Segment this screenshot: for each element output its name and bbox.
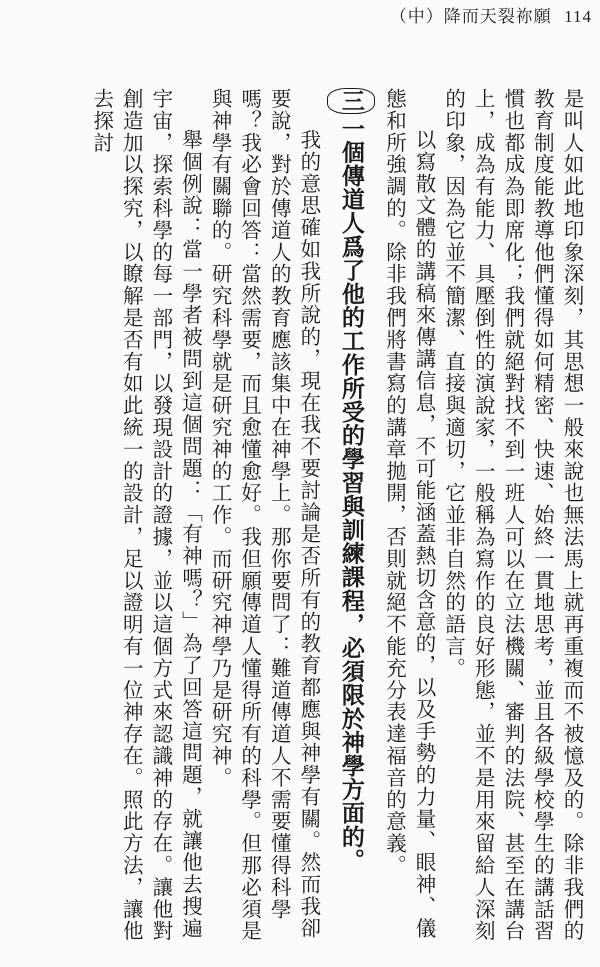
page-number: 114 — [564, 7, 592, 26]
paragraph-3: 我的意思確如我所說的，現在我不要討論是否所有的教育都應與神學有關。然而我卻要說，對於傳道人的教育應該集中在神學上。那你要問了：難道傳道人不需要懂得科學嗎？我必會回答：當然需要，而且愈懂愈好。我但願傳道人懂得所有的科學。但那必須是與神學有關聯的。研究科學就是研究神的工作。而研究神學乃是研究神。 — [208, 88, 321, 943]
paragraph-2: 以寫散文體的講稿來傳講信息，不可能涵蓋熱切含意的，以及手勢的力量、眼神、儀態和所強調的。除非我們將書寫的講章拋開，否則就絕不能充分表達福音的意義。 — [382, 88, 437, 940]
section-heading — [323, 88, 379, 958]
paragraph-1: 是叫人如此地印象深刻，其思想一般來說也無法馬上就再重複而不被憶及的。除非我們的教育制度能教導他們懂得如何精密、快速、始終一貫地思考，並且各級學校學生的講話習慣也都成為即席化；我們就絕對找不到一班人可以在立法機關、審判的法院、甚至在講台上，成為有能力、具壓倒性的演說家，一般稱為寫作的良好形態，並不是用來留給人深刻的印象，因為它並不簡潔、直接與適切，它並非自然的語言。 — [441, 88, 584, 943]
running-title: （中）降而天裂祢願 — [389, 7, 552, 27]
page-header — [390, 2, 592, 27]
section-number: 三 — [327, 88, 375, 114]
vertical-body-text — [6, 88, 586, 958]
paragraph-4: 舉個例說：當一學者被問到這個問題：「有神嗎？」為了回答這問題，就讓他去搜遍宇宙，探索科學的每一部門，以發現設計的證據，並以這個方式來認識神的存在。讓他對創造加以探究，以瞭解是否有如此統一的設計，足以證明有一位神存在。照此方法，讓他去探討 — [89, 88, 203, 943]
section-heading-text: 一個傳道人爲了他的工作所受的學習與訓練課程，必須限於神學方面的。 — [337, 116, 364, 872]
